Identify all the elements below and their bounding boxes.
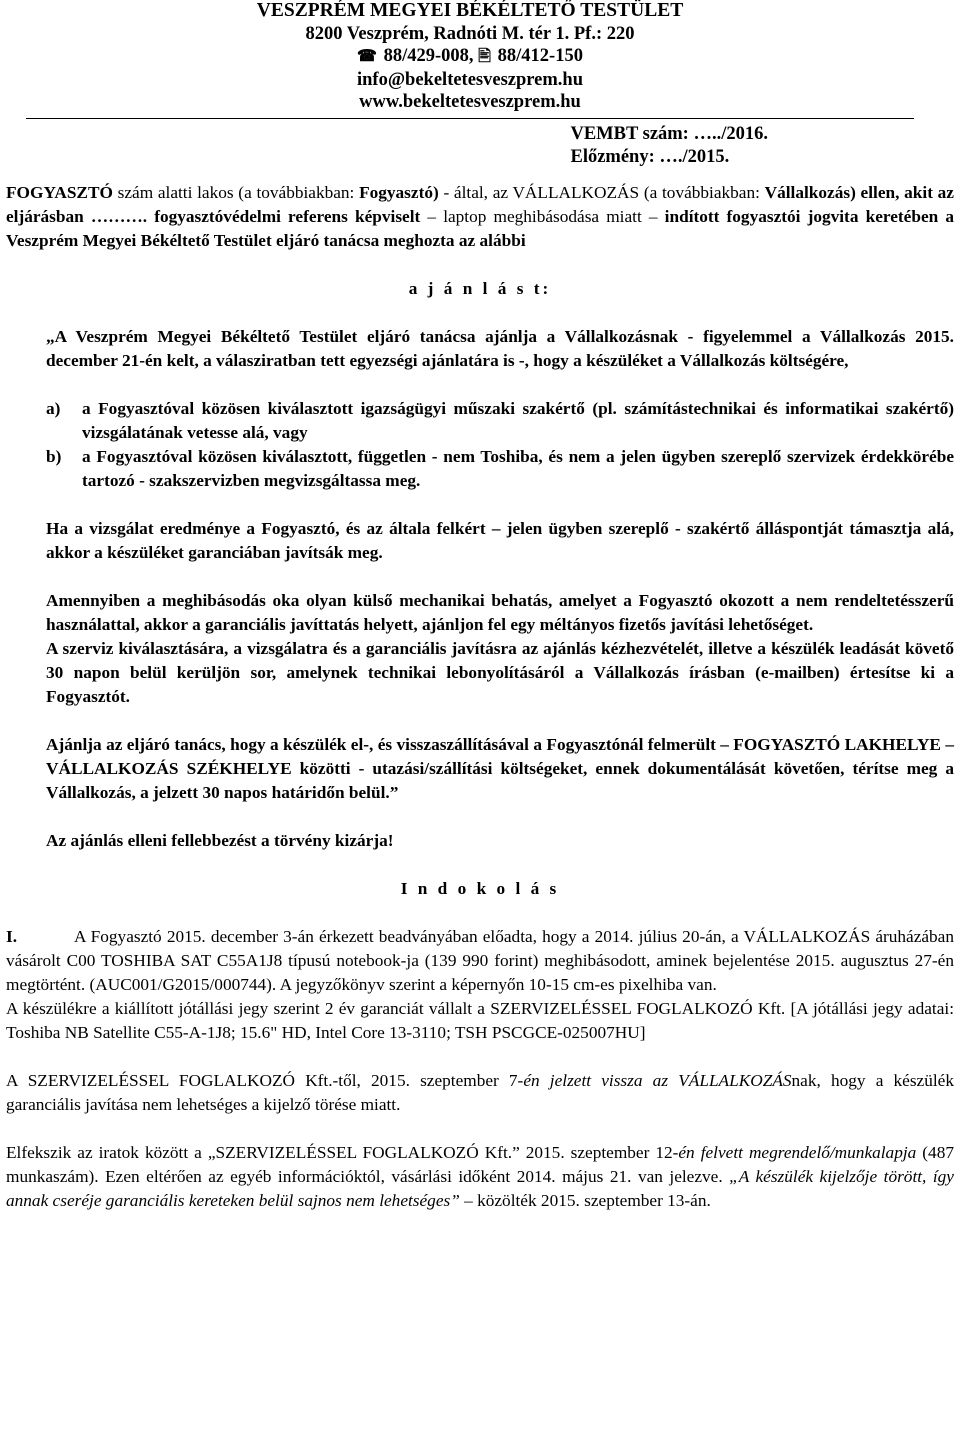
header-divider xyxy=(26,118,914,119)
recommendation-body xyxy=(46,325,954,853)
phone-number: 88/429-008, xyxy=(383,46,474,67)
p4-text-c: – közölték 2015. szeptember 13-án. xyxy=(459,1190,711,1210)
recommendation-item-a xyxy=(46,397,954,445)
recommendation-heading: a j á n l á s t: xyxy=(408,278,552,298)
intro-text-3: (a továbbiakban: xyxy=(639,182,765,202)
recommendation-paragraph-3: Amennyiben a meghibásodás oka olyan külső mechanikai behatás, amelyet a Fogyasztó okozott a nem rendeltetésszerű használattal, akkor a garanciális javíttatás helyett, ajánljon fel egy méltányos fizetős javítási lehetőséget. xyxy=(46,590,954,634)
organization-title: VESZPRÉM MEGYEI BÉKÉLTETŐ TESTÜLET xyxy=(256,0,684,21)
item-text: a Fogyasztóval közösen kiválasztott, független - nem Toshiba, és nem a jelen ügyben szereplő szervizek érdekkörébe tartozó - szakszervizben megvizsgáltassa meg. xyxy=(82,446,954,490)
intro-company: VÁLLALKOZÁS xyxy=(512,182,640,202)
recommendation-paragraph-5: Ajánlja az eljáró tanács, hogy a készülék el-, és visszaszállításával a Fogyasztónál felmerült – FOGYASZTÓ LAKHELYE – VÁLLALKOZÁS SZÉKHELYE közötti - utazási/szállítási költségeket, ennek dokumentálását követően, térítse meg a Vállalkozás, a jelzett 30 napos határidőn belül.” xyxy=(46,734,954,802)
section-1-paragraph-1 xyxy=(6,925,954,997)
recommendation-paragraph-2: Ha a vizsgálat eredménye a Fogyasztó, és az általa felkért – jelen ügyben szereplő - szakértő álláspontját támasztja alá, akkor a készüléket garanciában javítsák meg. xyxy=(46,518,954,562)
section-1-paragraph-3 xyxy=(6,1069,954,1117)
previous-case: Előzmény: …./2015. xyxy=(570,146,730,167)
organization-email: info@bekeltetesveszprem.hu xyxy=(357,69,583,90)
recommendation-paragraph-1: „A Veszprém Megyei Békéltető Testület eljáró tanácsa ajánlja a Vállalkozásnak - figyelemmel a Vállalkozás 2015. december 21-én kelt, a válasziratban tett egyezségi ajánlatára is -, hogy a készüléket a Vállalkozás költségére, xyxy=(46,326,954,370)
letterhead xyxy=(26,0,914,119)
section-1-text-1: A Fogyasztó 2015. december 3-án érkezett beadványában előadta, hogy a 2014. július 20-án, a VÁLLALKOZÁS áruházában vásárolt C00 TOSHIBA SAT C55A1J8 típusú notebook-ja (139 990 forint) meghibásodott, aminek bejelentése 2015. augusztus 27-én megtörtént. (AUC001/G2015/000744). A jegyzőkönyv szerint a képernyőn 10-15 cm-es pixelhiba van. xyxy=(6,926,954,994)
intro-company-short: Vállalkozás) ellen, akit az eljárásban ………. fogyasztóvédelmi referens képviselt xyxy=(6,182,954,226)
p4-text-italic-1: én felvett megrendelő/munkalapja xyxy=(678,1142,917,1162)
intro-paragraph xyxy=(6,181,954,253)
intro-text-4: – laptop meghibásodása miatt – xyxy=(420,206,665,226)
case-number: VEMBT szám: …../2016. xyxy=(570,123,768,144)
section-number: I. xyxy=(6,926,18,946)
section-1-paragraph-4 xyxy=(6,1141,954,1213)
p3-text-b: nak, hogy a készülék garanciális javítása nem lehetséges a kijelző törése miatt. xyxy=(6,1070,954,1114)
intro-text-2: - által, az xyxy=(438,182,513,202)
organization-address: 8200 Veszprém, Radnóti M. tér 1. Pf.: 220 xyxy=(305,23,635,44)
document-page xyxy=(6,0,954,1213)
p4-text-a: Elfekszik az iratok között a „SZERVIZELÉSSEL FOGLALKOZÓ Kft.” 2015. szeptember 12- xyxy=(6,1142,679,1162)
section-1-paragraph-2: A készülékre a kiállított jótállási jegy szerint 2 év garanciát vállalt a SZERVIZELÉSSEL FOGLALKOZÓ Kft. [A jótállási jegy adatai: Toshiba NB Satellite C55-A-1J8; 15.6" HD, Intel Core 13-3110; TSH PSCGCE-025007HU] xyxy=(6,998,954,1042)
item-marker: b) xyxy=(46,446,62,466)
intro-text-1: szám alatti lakos (a továbbiakban: xyxy=(112,182,360,202)
reasoning-heading: I n d o k o l á s xyxy=(400,878,560,898)
appeal-notice: Az ajánlás elleni fellebbezést a törvény kizárja! xyxy=(46,830,394,850)
phone-icon: ☎ xyxy=(357,48,377,66)
intro-consumer: FOGYASZTÓ xyxy=(6,182,113,202)
section-1 xyxy=(6,925,954,1213)
recommendation-item-b xyxy=(46,445,954,493)
p4-text-italic-2: „A készülék kijelzője törött, így annak cseréje garanciális kereteken belül sajnos nem lehetséges” xyxy=(6,1166,954,1210)
reference-block xyxy=(6,123,954,169)
p3-text-a: A SZERVIZELÉSSEL FOGLALKOZÓ Kft.-től, 2015. szeptember 7- xyxy=(6,1070,524,1090)
intro-consumer-short: Fogyasztó) xyxy=(359,182,439,202)
p3-text-italic: én jelzett vissza az VÁLLALKOZÁS xyxy=(523,1070,792,1090)
recommendation-paragraph-4: A szerviz kiválasztására, a vizsgálatra és a garanciális javításra az ajánlás kézhezvételét, illetve a készülék leadását követő 30 napon belül kerüljön sor, amelynek technikai lebonyolításáról a Vállalkozás írásban (e-mailben) értesítse ki a Fogyasztót. xyxy=(46,638,954,706)
organization-website: www.bekeltetesveszprem.hu xyxy=(359,92,581,113)
item-text: a Fogyasztóval közösen kiválasztott igazságügyi műszaki szakértő (pl. számítástechnikai és informatikai szakértő) vizsgálatának vetesse alá, vagy xyxy=(82,398,954,442)
p4-text-b: (487 munkaszám). Ezen eltérően az egyéb információktól, vásárlási időként 2014. május 21. van jelezve. xyxy=(6,1142,954,1186)
item-marker: a) xyxy=(46,398,61,418)
fax-icon: 🖹 xyxy=(478,48,492,66)
intro-proceeding: indított fogyasztói jogvita keretében a Veszprém Megyei Békéltető Testület eljáró tanácsa meghozta az alábbi xyxy=(6,206,954,250)
fax-number: 88/412-150 xyxy=(497,46,583,67)
contact-line xyxy=(26,45,914,69)
